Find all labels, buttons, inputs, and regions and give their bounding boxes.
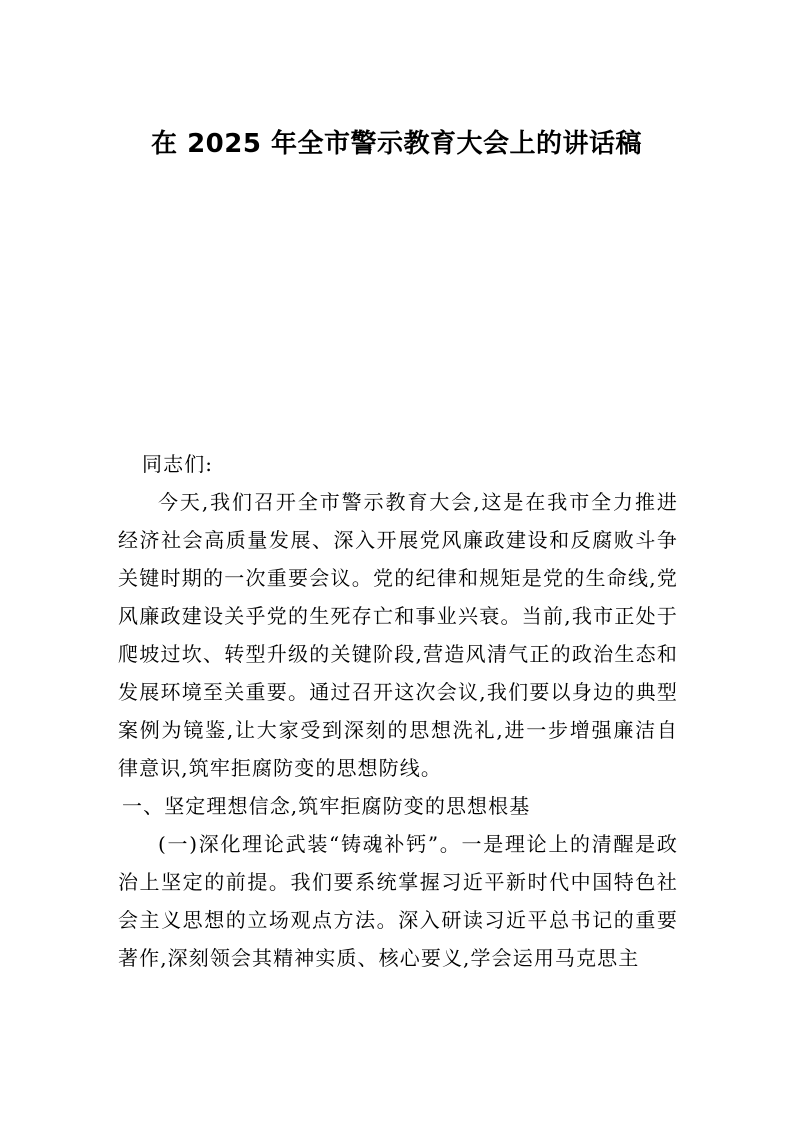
document-body [118, 445, 678, 977]
greeting: 同志们: [142, 452, 214, 476]
intro-paragraph: 今天,我们召开全市警示教育大会,这是在我市全力推进经济社会高质量发展、深入开展党风廉政建设和反腐败斗争关键时期的一次重要会议。党的纪律和规矩是党的生命线,党风廉政建设关乎党的生死存亡和事业兴衰。当前,我市正处于爬坡过坎、转型升级的关键阶段,营造风清气正的政治生态和发展环境至关重要。通过召开这次会议,我们要以身边的典型案例为镜鉴,让大家受到深刻的思想洗礼,进一步增强廉洁自律意识,筑牢拒腐防变的思想防线。 [118, 490, 678, 780]
document-title: 在 2025 年全市警示教育大会上的讲话稿 [151, 129, 642, 159]
section-1-1-paragraph: (一)深化理论武装“铸魂补钙”。一是理论上的清醒是政治上坚定的前提。我们要系统掌握习近平新时代中国特色社会主义思想的立场观点方法。深入研读习近平总书记的重要著作,深刻领会其精神实质、核心要义,学会运用马克思主 [118, 832, 678, 970]
section-1-heading: 一、坚定理想信念,筑牢拒腐防变的思想根基 [122, 794, 531, 818]
